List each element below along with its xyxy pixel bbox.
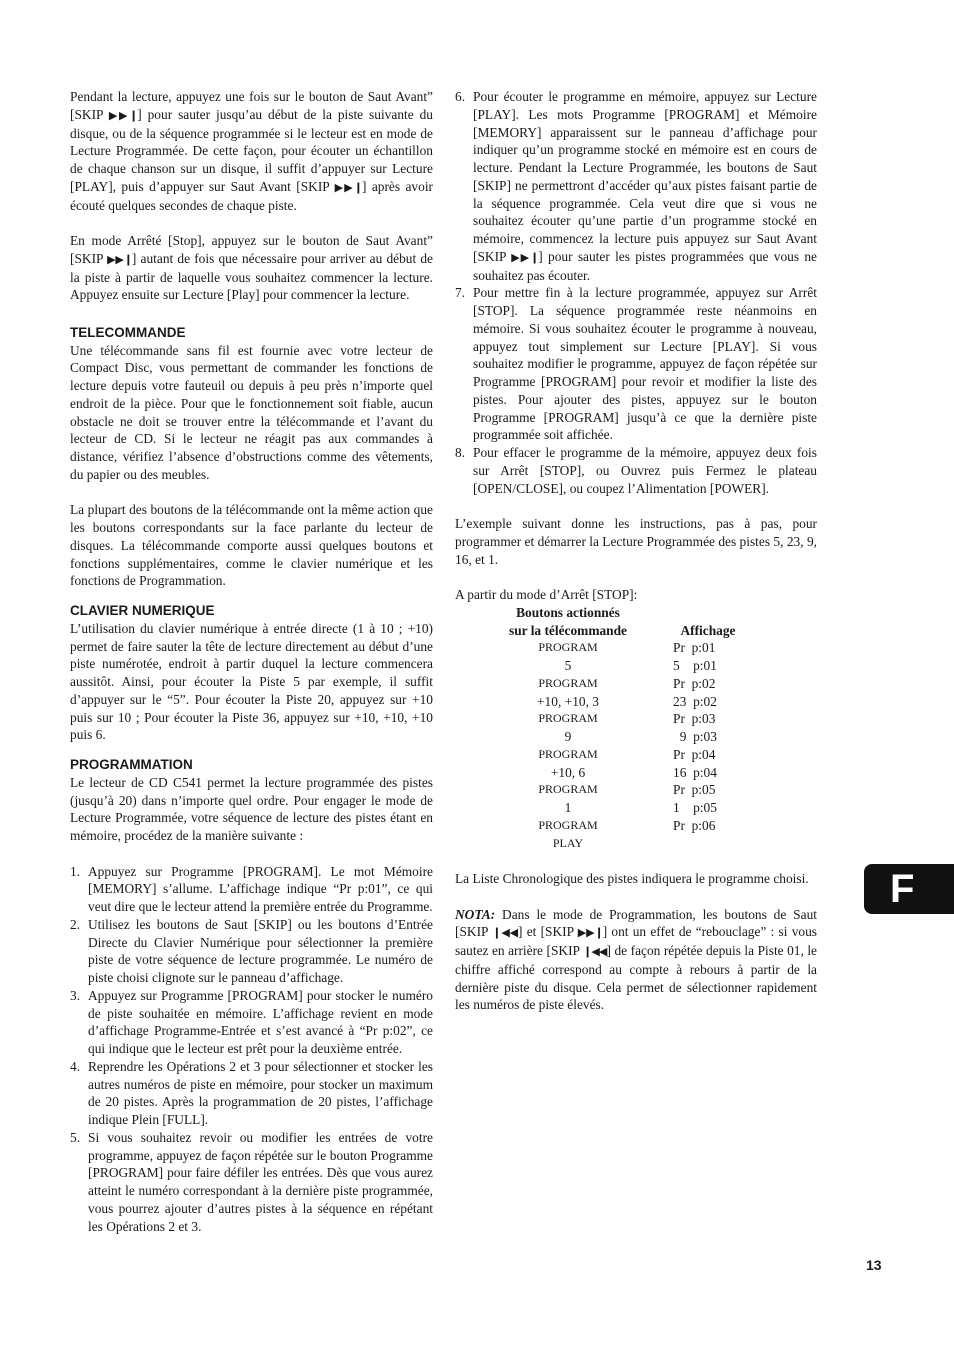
language-tab: [864, 864, 954, 914]
table-cell-display: 23 p:02: [673, 693, 717, 709]
paragraph-skip-forward-playback: Pendant la lecture, appuyez une fois sur le bouton de Saut Avant” [SKIP ▶▶❙] pour sauter jusqu’au début de la piste suivante du disque, ou de la séquence programmée si le lecteur est en mode de Lecture Programmée. De cette façon, pour écouter un échantillon de chaque chanson sur un disque, il suffit d’appuyer sur Lecture [PLAY], puis d’appuyer sur Saut Avant [SKIP ▶▶❙] après avoir écouté quelques secondes de chaque piste.: [70, 89, 434, 213]
list-item: 4. Reprendre les Opérations 2 et 3 pour sélectionner et stocker les autres numéros de piste en mémoire, pour stocker un maximum de 20 pistes. Après la programmation de 20 pistes, l’affichage indique Plein [FULL].: [70, 1058, 433, 1127]
table-cell-button: PROGRAM: [538, 782, 598, 797]
table-cell-display: Pr p:02: [673, 675, 716, 691]
list-item: 7. Pour mettre fin à la lecture programmée, appuyez sur Arrêt [STOP]. La séquence programmée reste néanmoins en mémoire. Si vous souhaitez écouter le programme à nouveau, appuyez tout simplement sur Lecture [PLAY]. Si vous souhaitez modifier le programme, appuyez de façon répétée sur Programme [PROGRAM] pour revoir et modifier la liste des pistes. Pour ajouter des pistes, appuyez sur le bouton Programme [PROGRAM] jusqu’à ce que la dernière piste programmée soit affichée.: [455, 285, 817, 443]
column-header-buttons: Boutons actionnés: [516, 604, 620, 620]
column-header-display: Affichage: [680, 622, 736, 638]
table-cell-button: PROGRAM: [538, 675, 598, 690]
table-row: [483, 781, 763, 799]
nota-label: NOTA:: [455, 906, 496, 922]
table-cell-display: Pr p:03: [673, 711, 716, 727]
list-item: 1. Appuyez sur Programme [PROGRAM]. Le mot Mémoire [MEMORY] s’allume. L’affichage indique “Pr p:01”, ce qui veut dire que le lecteur attend la première entrée du Programme.: [70, 863, 433, 914]
table-cell-button: 5: [564, 658, 572, 673]
table-cell-button: 1: [564, 800, 572, 815]
skip-forward-icon: ▶▶❙: [511, 250, 539, 264]
list-item: 3. Appuyez sur Programme [PROGRAM] pour stocker le numéro de piste souhaitée en mémoire. L’affichage revient en mode d’affichage Programme-Entrée et s’est avancé à “Pr p:02”, ce qui indique que le lecteur est prêt pour la deuxième entrée.: [70, 987, 433, 1056]
skip-forward-icon: ▶▶❙: [334, 180, 362, 194]
table-row: [483, 799, 763, 817]
table-row: [483, 817, 763, 835]
heading-telecommande: TELECOMMANDE: [70, 324, 186, 340]
table-row: [483, 764, 763, 782]
page-number: 13: [866, 1257, 882, 1273]
table-cell-display: 16 p:04: [673, 764, 717, 780]
skip-forward-icon: ▶▶❙: [107, 252, 132, 266]
paragraph-example: L’exemple suivant donne les instructions, pas à pas, pour programmer et démarrer la Lecture Programmée des pistes 5, 23, 9, 16, et 1.: [455, 516, 817, 567]
table-cell-display: Pr p:01: [673, 640, 716, 656]
list-item: 2. Utilisez les boutons de Saut [SKIP] ou les boutons d’Entrée Directe du Clavier Numérique pour sélectionner la première piste de votre séquence de lecture programmée. Le numéro de piste choisi clignote sur le panneau d’affichage.: [70, 916, 433, 985]
skip-back-icon: ❙◀◀: [492, 926, 518, 940]
paragraph-programming-intro: Le lecteur de CD C541 permet la lecture programmée des pistes (jusqu’à 20) dans n’importe quel ordre. Pour engager le mode de Lecture Programmée, votre séquence de lecture des pistes étant en mémoire, procédez de la manière suivante :: [70, 774, 433, 843]
list-item: 8. Pour effacer le programme de la mémoire, appuyez deux fois sur Arrêt [STOP], ou Ouvrez puis Fermez le plateau [OPEN/CLOSE], ou coupez l’Alimentation [POWER].: [455, 445, 817, 496]
paragraph-chronological-list: La Liste Chronologique des pistes indiquera le programme choisi.: [455, 871, 809, 886]
table-cell-display: 1 p:05: [673, 800, 717, 815]
right-column: [455, 88, 817, 1014]
table-cell-button: PLAY: [552, 835, 584, 850]
column-header-buttons-line2: sur la télécommande: [508, 622, 628, 638]
table-row: [483, 657, 763, 675]
table-cell-button: PROGRAM: [538, 711, 598, 726]
program-example-table: [483, 604, 763, 853]
heading-clavier-numerique: CLAVIER NUMERIQUE: [70, 603, 215, 618]
skip-forward-icon: ▶▶❙: [108, 108, 138, 122]
table-cell-display: Pr p:04: [673, 746, 716, 762]
paragraph-skip-forward-stop: En mode Arrêté [Stop], appuyez sur le bouton de Saut Avant” [SKIP ▶▶❙] autant de fois que nécessaire pour arriver au début de la piste à partir de laquelle vous souhaitez commencer la lecture. Appuyez ensuite sur Lecture [Play] pour commencer la lecture.: [70, 233, 434, 303]
table-cell-button: +10, +10, 3: [537, 693, 599, 709]
table-cell-display: Pr p:05: [673, 782, 716, 798]
list-item: 6. Pour écouter le programme en mémoire, appuyez sur Lecture [PLAY]. Les mots Programme [PROGRAM] et Mémoire [MEMORY] apparaissent sur le panneau d’affichage pour indiquer qu’un programme stocké en mémoire est en cours de lecture. Pendant la Lecture Programmée, les boutons de Saut [SKIP] ne permettront d’accéder qu’aux pistes faisant partie de la séquence programmée. Cela veut dire que si vous ne souhaitez écouter qu’une partie d’un programme stocké en mémoire, commencez la lecture puis appuyez sur Saut Avant [SKIP ▶▶❙] pour sauter les pistes programmées que vous ne souhaitez pas écouter.: [455, 89, 817, 283]
table-cell-button: PROGRAM: [538, 817, 598, 832]
heading-programmation: PROGRAMMATION: [70, 757, 193, 772]
table-cell-button: 9: [564, 729, 572, 744]
skip-back-icon: ❙◀◀: [582, 945, 607, 958]
table-row: [483, 693, 763, 711]
programming-steps-left: [70, 863, 433, 1236]
paragraph-nota: NOTA: Dans le mode de Programmation, les boutons de Saut [SKIP ❙◀◀] et [SKIP ▶▶❙] ont un effet de “rebouclage” : si vous sautez en arrière [SKIP ❙◀◀] de façon répétée depuis la Piste 01, le chiffre affiché correspond au compte à rebours à partir de la dernière piste du disque. Cela permet de sélectionner rapidement les numéros de piste élevés.: [455, 906, 817, 1013]
skip-forward-icon: ▶▶❙: [577, 926, 603, 940]
table-row: [483, 746, 763, 764]
table-row: [483, 639, 763, 657]
table-row: [483, 675, 763, 693]
table-cell-display: 5 p:01: [673, 658, 717, 673]
table-cell-display: [653, 835, 763, 853]
table-cell-button: +10, 6: [550, 764, 586, 780]
paragraph-remote-1: Une télécommande sans fil est fournie avec votre lecteur de Compact Disc, vous permettant de commander les fonctions de lecture depuis votre fauteuil ou depuis à peu près n’importe quel endroit de la pièce. Pour que le fonctionnement soit fiable, aucun obstacle ne doit se trouver entre la télécommande et l’avant du lecteur de CD. Si le lecteur ne réagit pas aux commandes à distance, vérifiez l’absence d’obstructions comme des vêtements, du papier ou des meubles.: [70, 342, 433, 482]
table-cell-button: PROGRAM: [538, 640, 598, 655]
left-column: [70, 88, 433, 1235]
program-table-body: [483, 639, 763, 852]
table-cell-display: Pr p:06: [673, 817, 716, 833]
table-row: [483, 710, 763, 728]
paragraph-remote-2: La plupart des boutons de la télécommande ont la même action que les boutons correspondants sur la face parlante du lecteur de disques. La télécommande comporte aussi quelques boutons et fonctions supplémentaires, comme le clavier numérique et les fonctions de Programmation.: [70, 502, 433, 589]
list-item: 5. Si vous souhaitez revoir ou modifier les entrées de votre programme, appuyez de façon répétée sur le bouton Programme [PROGRAM] pour faire défiler les entrées. Dès que vous aurez atteint le numéro correspondant à la dernière piste programmée, vous pourrez ajouter d’autres pistes à la séquence en répétant les Opérations 2 et 3.: [70, 1129, 433, 1234]
table-row: [483, 835, 763, 853]
paragraph-keypad: L’utilisation du clavier numérique à entrée directe (1 à 10 ; +10) permet de faire sauter la tête de lecture directement au début d’une piste numérotée, endroit à partir duquel la lecture commencera aussitôt. Ainsi, pour écouter la Piste 5 par exemple, il suffit d’appuyer sur le “5”. Pour écouter la Piste 20, appuyez sur +10 puis sur 10 ; Pour écouter la Piste 36, appuyez sur +10, +10, +10 puis 6.: [70, 620, 433, 743]
paragraph-from-stop: A partir du mode d’Arrêt [STOP]:: [455, 587, 638, 602]
table-cell-button: PROGRAM: [538, 746, 598, 761]
table-row: [483, 728, 763, 746]
programming-steps-right: [455, 88, 817, 497]
language-tab-letter: F: [890, 867, 915, 911]
table-cell-display: 9 p:03: [673, 729, 717, 744]
